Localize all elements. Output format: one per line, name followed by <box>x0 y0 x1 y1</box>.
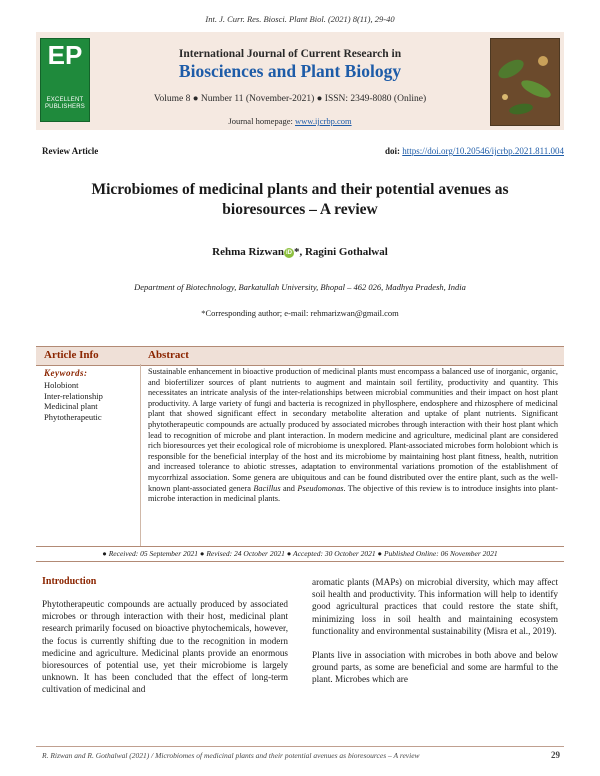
page-number: 29 <box>551 750 560 760</box>
publication-dates: ● Received: 05 September 2021 ● Revised: 24 October 2021 ● Accepted: 30 October 2021 ● Published Online: 06 November 2021 <box>36 546 564 562</box>
doi-link[interactable]: https://doi.org/10.20546/ijcrbp.2021.811.004 <box>402 146 564 156</box>
paragraph: Plants live in association with microbes in both above and below ground parts, as some are beneficial and some are harmful to the plant. Microbes which are <box>312 650 558 685</box>
doi-label: doi: <box>384 146 400 156</box>
cover-illustration <box>491 39 559 125</box>
publisher-logo <box>40 38 90 122</box>
author-line <box>0 246 600 258</box>
article-info-heading: Article Info <box>44 349 99 361</box>
paragraph: aromatic plants (MAPs) on microbial diversity, which may affect soil health and productivity. This information will help to identify good agricultural practices that could restore the state shift, minimizing loss in soil health and maintaining ecosystem functionality and environmental sustainability (Misra et al., 2019). <box>312 577 558 636</box>
abstract-heading: Abstract <box>148 349 189 361</box>
keyword-item: Medicinal plant <box>44 401 98 411</box>
abstract-text <box>148 367 558 505</box>
affiliation: Department of Biotechnology, Barkatullah University, Bhopal – 462 026, Madhya Pradesh, India <box>134 282 466 292</box>
keywords-list <box>44 380 103 422</box>
keyword-item: Holobiont <box>44 380 79 390</box>
homepage-link[interactable]: www.ijcrbp.com <box>295 116 352 126</box>
abstract-body: Sustainable enhancement in bioactive production of medicinal plants must encompass a balanced use of inorganic, organic, and biofertilizer sources of plant nutrients to augment and maintain soil fertility, productivity and quantity. This necessitates an intricate analysis of the inter-relationships between microbial communities and their impact on host plant productivity. A large variety of fungi and bacteria is recognized in phyllosphere, endosphere and rhizosphere of medicinal plant that showed significant effect in secondary metabolite alteration and uptake of plant nutrients. Significant phytotherapeutic compounds are actually produced by associated microbes through interaction with their host plant which lead to recognition of microbe and plant interaction. In modern medicine and agriculture, medicinal plant are considered rich bioresources yet their ecological role of microbiome is unexplored. Plant-associated microbes form holobiont which is responsible for the beneficial interplay of the host and its microbiome by maintaining host plant fitness, health, nutrition and increased tolerance to abiotic stresses, adaptation to environmental variations promotion of the establishment of mycorrhizal association. Some genera are ubiquitous and can be found distributed over the entire plant, such as the well-known plant-associated genera <box>148 367 558 493</box>
volume-issn-line: Volume 8 ● Number 11 (November-2021) ● ISSN: 2349-8080 (Online) <box>153 94 427 104</box>
article-type: Review Article <box>42 146 99 156</box>
introduction-heading: Introduction <box>42 576 97 587</box>
corresponding-author: *Corresponding author; e-mail: rehmarizwan@gmail.com <box>201 308 399 318</box>
journal-title-line1: International Journal of Current Research in <box>178 48 402 60</box>
homepage-label: Journal homepage: <box>228 116 295 126</box>
abstract-and: and <box>280 483 298 493</box>
journal-title-line2: Biosciences and Plant Biology <box>178 61 402 81</box>
author-name: Rehma Rizwan <box>212 246 284 258</box>
genus-bacillus: Bacillus <box>253 483 281 493</box>
abstract-end: . The objective of this review is to introduce insights into plant-microbe interaction in medicinal plants. <box>148 483 558 504</box>
column-divider <box>140 364 141 546</box>
coauthor-name: *, Ragini Gothalwal <box>293 246 388 258</box>
doi-line <box>385 146 564 156</box>
keyword-item: Phytotherapeutic <box>44 411 102 422</box>
body-column-left <box>42 598 288 696</box>
keywords-heading: Keywords: <box>44 368 88 378</box>
keyword-item: Inter-relationship <box>44 390 103 401</box>
orcid-icon[interactable]: iD <box>285 250 292 256</box>
logo-subtext: EXCELLENT PUBLISHERS <box>44 97 85 110</box>
article-title: Microbiomes of medicinal plants and their potential avenues as bioresources – A review <box>91 181 509 218</box>
genus-pseudomonas: Pseudomonas <box>297 483 344 493</box>
footer-citation: R. Rizwan and R. Gothalwal (2021) / Microbiomes of medicinal plants and their potential avenues as bioresources – A review <box>42 751 420 760</box>
journal-cover-image <box>490 38 560 126</box>
logo-text: EP <box>47 40 83 70</box>
body-column-right <box>312 576 558 698</box>
journal-homepage <box>100 116 480 126</box>
info-abstract-header <box>36 346 564 366</box>
journal-citation: Int. J. Curr. Res. Biosci. Plant Biol. (2021) 8(11), 29-40 <box>205 14 395 24</box>
paragraph: Phytotherapeutic compounds are actually produced by associated microbes or through interaction with their host, medicinal plant research primarily focused on bioactive phytochemicals, however, the focus is currently shifting due to the recognition in modern medicine and agriculture. Medicinal plants provide an enormous bioresources of potential use, yet their microbiome is largely unknown. It has been concluded that the effect of long-term cultivation of medicinal and <box>42 599 288 695</box>
footer-divider <box>36 746 564 747</box>
